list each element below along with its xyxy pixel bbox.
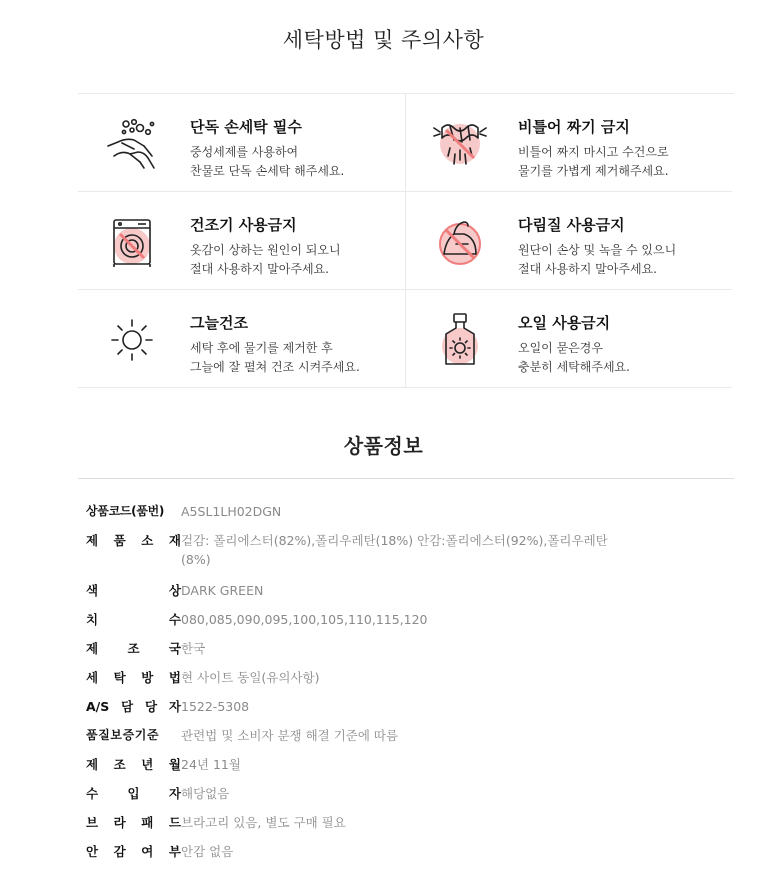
info-row-bra-pad [86,813,646,842]
care-description-line: 절대 사용하지 말아주세요. [518,262,657,276]
care-item-no-oil [405,290,732,388]
care-description-line: 중성세제를 사용하여 [190,145,299,159]
info-label: 브 라 패 드 [86,815,181,830]
care-description-line: 충분히 세탁해주세요. [518,360,630,374]
care-description-line: 세탁 후에 물기를 제거한 후 [190,341,333,355]
care-item-shade-dry [78,290,405,388]
no-oil-icon [432,312,488,368]
info-row-manufacture-date [86,755,646,784]
info-label: 상품코드(품번) [86,504,165,518]
info-value: 관련법 및 소비자 분쟁 해결 기준에 따름 [181,728,399,743]
info-value: 한국 [181,641,206,656]
info-label: 색 상 [86,583,181,598]
care-description-line: 절대 사용하지 말아주세요. [190,262,329,276]
info-label: 치 수 [86,612,181,627]
care-heading: 그늘건조 [190,314,248,332]
info-value: 1522-5308 [181,699,250,714]
care-section-title: 세탁방법 및 주의사항 [282,28,485,52]
info-label: 세 탁 방 법 [86,670,181,685]
care-heading: 비틀어 짜기 금지 [518,118,630,136]
care-heading: 다림질 사용금지 [518,216,625,234]
info-label: 제 품 소 재 [86,533,181,548]
no-iron-icon [432,214,488,270]
info-value: 안감 없음 [181,844,234,859]
info-label: 제 조 년 월 [86,757,181,772]
care-description-line: 물기를 가볍게 제거해주세요. [518,164,669,178]
info-row-wash-method [86,668,646,697]
care-heading: 오일 사용금지 [518,314,611,332]
info-row-product-code [86,502,646,531]
info-row-quality [86,726,646,755]
care-item-no-iron [405,192,732,290]
info-value: 겉감: 폴리에스터(82%),폴리우레탄(18%) 안감:폴리에스터(92%),폴리우레탄(8%) [181,533,608,567]
care-item-hand-wash [78,94,405,192]
info-value: DARK GREEN [181,583,264,598]
no-dryer-icon [104,214,160,270]
info-value: 브라고리 있음, 별도 구매 필요 [181,815,346,830]
care-item-no-dryer [78,192,405,290]
care-description-line: 오일이 묻은경우 [518,341,603,355]
section-divider [78,478,734,479]
no-wring-icon [432,116,488,172]
info-label: 안 감 여 부 [86,844,181,859]
product-info-title: 상품정보 [343,434,424,458]
care-heading: 건조기 사용금지 [190,216,297,234]
info-label: A/S 담 당 자 [86,699,181,714]
care-heading: 단독 손세탁 필수 [190,118,302,136]
info-label: 수 입 자 [86,786,181,801]
info-row-material [86,531,646,581]
info-label: 품질보증기준 [86,728,160,742]
care-description-line: 비틀어 짜지 마시고 수건으로 [518,145,669,159]
info-row-as-contact [86,697,646,726]
care-item-no-wring [405,94,732,192]
product-info-table [86,502,646,871]
info-row-size [86,610,646,639]
info-row-lining [86,842,646,871]
info-value: 24년 11월 [181,757,241,772]
info-value: 현 사이트 동일(유의사항) [181,670,320,685]
info-row-importer [86,784,646,813]
hand-wash-icon [104,116,160,172]
info-row-color [86,581,646,610]
shade-dry-icon [104,312,160,368]
info-label: 제 조 국 [86,641,181,656]
info-value: 해당없음 [181,786,230,801]
care-description-line: 찬물로 단독 손세탁 해주세요. [190,164,345,178]
care-description-line: 원단이 손상 및 녹을 수 있으니 [518,243,677,257]
care-grid [78,93,734,391]
info-value: A5SL1LH02DGN [181,504,282,519]
info-row-origin [86,639,646,668]
info-value: 080,085,090,095,100,105,110,115,120 [181,612,428,627]
care-description-line: 옷감이 상하는 원인이 되오니 [190,243,341,257]
care-description-line: 그늘에 잘 펼쳐 건조 시켜주세요. [190,360,360,374]
